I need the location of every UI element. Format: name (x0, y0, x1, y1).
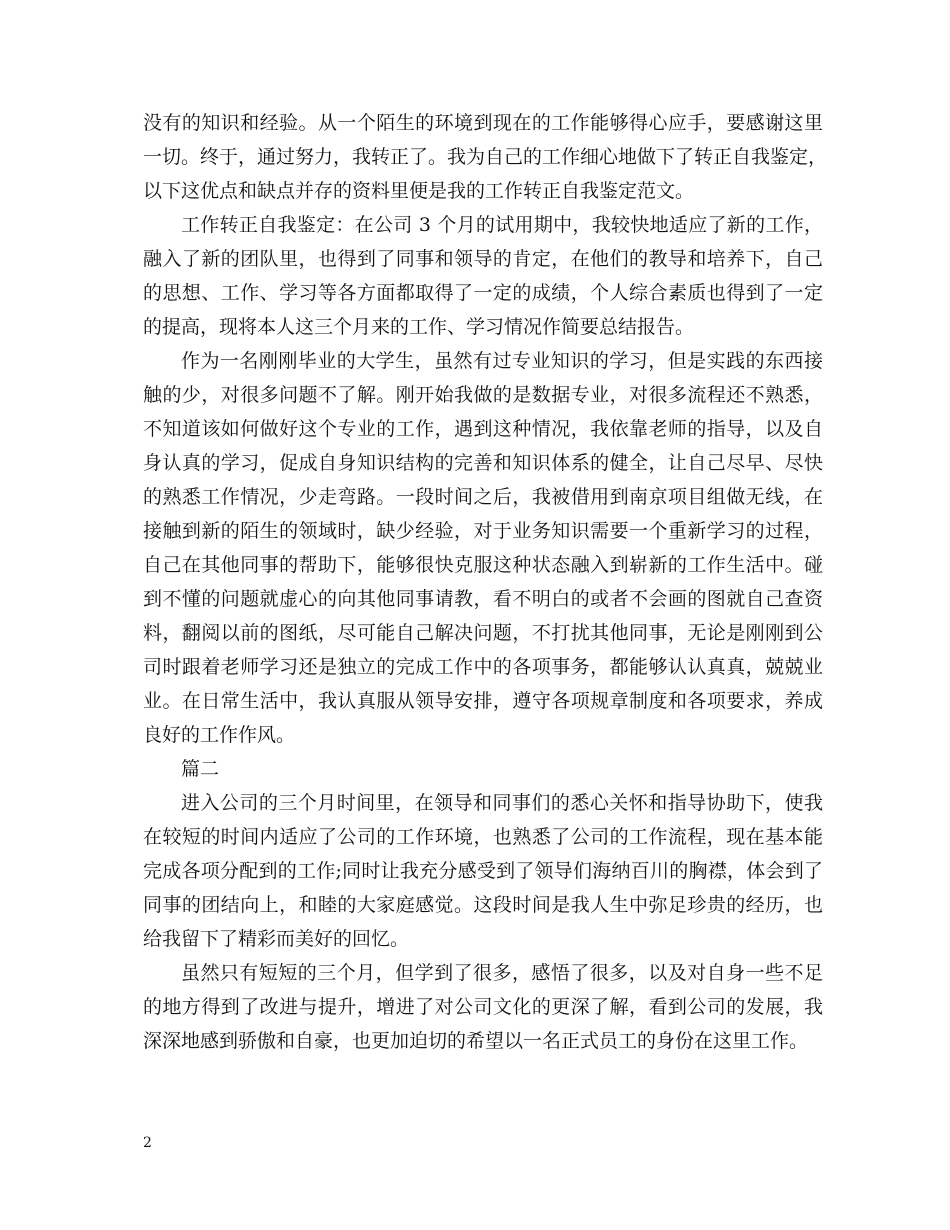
text-line: 给我留下了精彩而美好的回忆。 (143, 928, 410, 950)
text-line: 的思想、工作、学习等各方面都取得了一定的成绩，个人综合素质也得到了一定 (143, 282, 823, 304)
text-line: 触的少，对很多问题不了解。刚开始我做的是数据专业，对很多流程还不熟悉， (143, 384, 823, 406)
text-line: 良好的工作作风。 (143, 724, 296, 746)
text-line: 同事的团结向上，和睦的大家庭感觉。这段时间是我人生中弥足珍贵的经历，也 (143, 894, 823, 916)
text-line: 的熟悉工作情况，少走弯路。一段时间之后，我被借用到南京项目组做无线，在 (143, 486, 823, 508)
text-line: 作为一名刚刚毕业的大学生，虽然有过专业知识的学习，但是实践的东西接 (181, 350, 823, 372)
text-line: 进入公司的三个月时间里，在领导和同事们的悉心关怀和指导协助下，使我 (181, 792, 823, 814)
paragraph (143, 956, 823, 1058)
text-line: 以下这优点和缺点并存的资料里便是我的工作转正自我鉴定范文。 (143, 180, 695, 202)
text-line: 不知道该如何做好这个专业的工作，遇到这种情况，我依靠老师的指导，以及自 (143, 418, 823, 440)
paragraph (143, 786, 823, 956)
paragraph (143, 752, 823, 786)
text-line: 在较短的时间内适应了公司的工作环境，也熟悉了公司的工作流程，现在基本能 (143, 826, 823, 848)
text-line: 一切。终于，通过努力，我转正了。我为自己的工作细心地做下了转正自我鉴定， (143, 146, 828, 168)
text-line: 司时跟着老师学习还是独立的完成工作中的各项事务，都能够认认真真，兢兢业 (143, 656, 823, 678)
text-line: 融入了新的团队里，也得到了同事和领导的肯定，在他们的教导和培养下，自己 (143, 248, 823, 270)
text-line: 接触到新的陌生的领域时，缺少经验，对于业务知识需要一个重新学习的过程， (143, 520, 823, 542)
page-number: 2 (143, 1135, 152, 1151)
text-line: 自己在其他同事的帮助下，能够很快克服这种状态融入到崭新的工作生活中。碰 (143, 554, 823, 576)
text-line: 工作转正自我鉴定：在公司 3 个月的试用期中，我较快地适应了新的工作， (181, 214, 823, 236)
paragraph (143, 106, 828, 208)
text-line: 到不懂的问题就虚心的向其他同事请教，看不明白的或者不会画的图就自己查资 (143, 588, 823, 610)
text-line: 身认真的学习，促成自身知识结构的完善和知识体系的健全，让自己尽早、尽快 (143, 452, 823, 474)
text-line: 虽然只有短短的三个月，但学到了很多，感悟了很多，以及对自身一些不足 (181, 962, 823, 984)
text-line: 篇二 (181, 758, 220, 780)
text-line: 业。在日常生活中，我认真服从领导安排，遵守各项规章制度和各项要求，养成 (143, 690, 823, 712)
text-line: 没有的知识和经验。从一个陌生的环境到现在的工作能够得心应手，要感谢这里 (143, 112, 823, 134)
text-line: 料，翻阅以前的图纸，尽可能自己解决问题，不打扰其他同事，无论是刚刚到公 (143, 622, 823, 644)
text-line: 深深地感到骄傲和自豪，也更加迫切的希望以一名正式员工的身份在这里工作。 (143, 1030, 809, 1052)
text-line: 的地方得到了改进与提升，增进了对公司文化的更深了解，看到公司的发展，我 (143, 996, 823, 1018)
text-line: 完成各项分配到的工作;同时让我充分感受到了领导们海纳百川的胸襟，体会到了 (143, 860, 823, 882)
text-line: 的提高，现将本人这三个月来的工作、学习情况作简要总结报告。 (143, 316, 695, 338)
paragraph (143, 344, 823, 752)
document-body (143, 106, 828, 1058)
paragraph (143, 208, 823, 344)
